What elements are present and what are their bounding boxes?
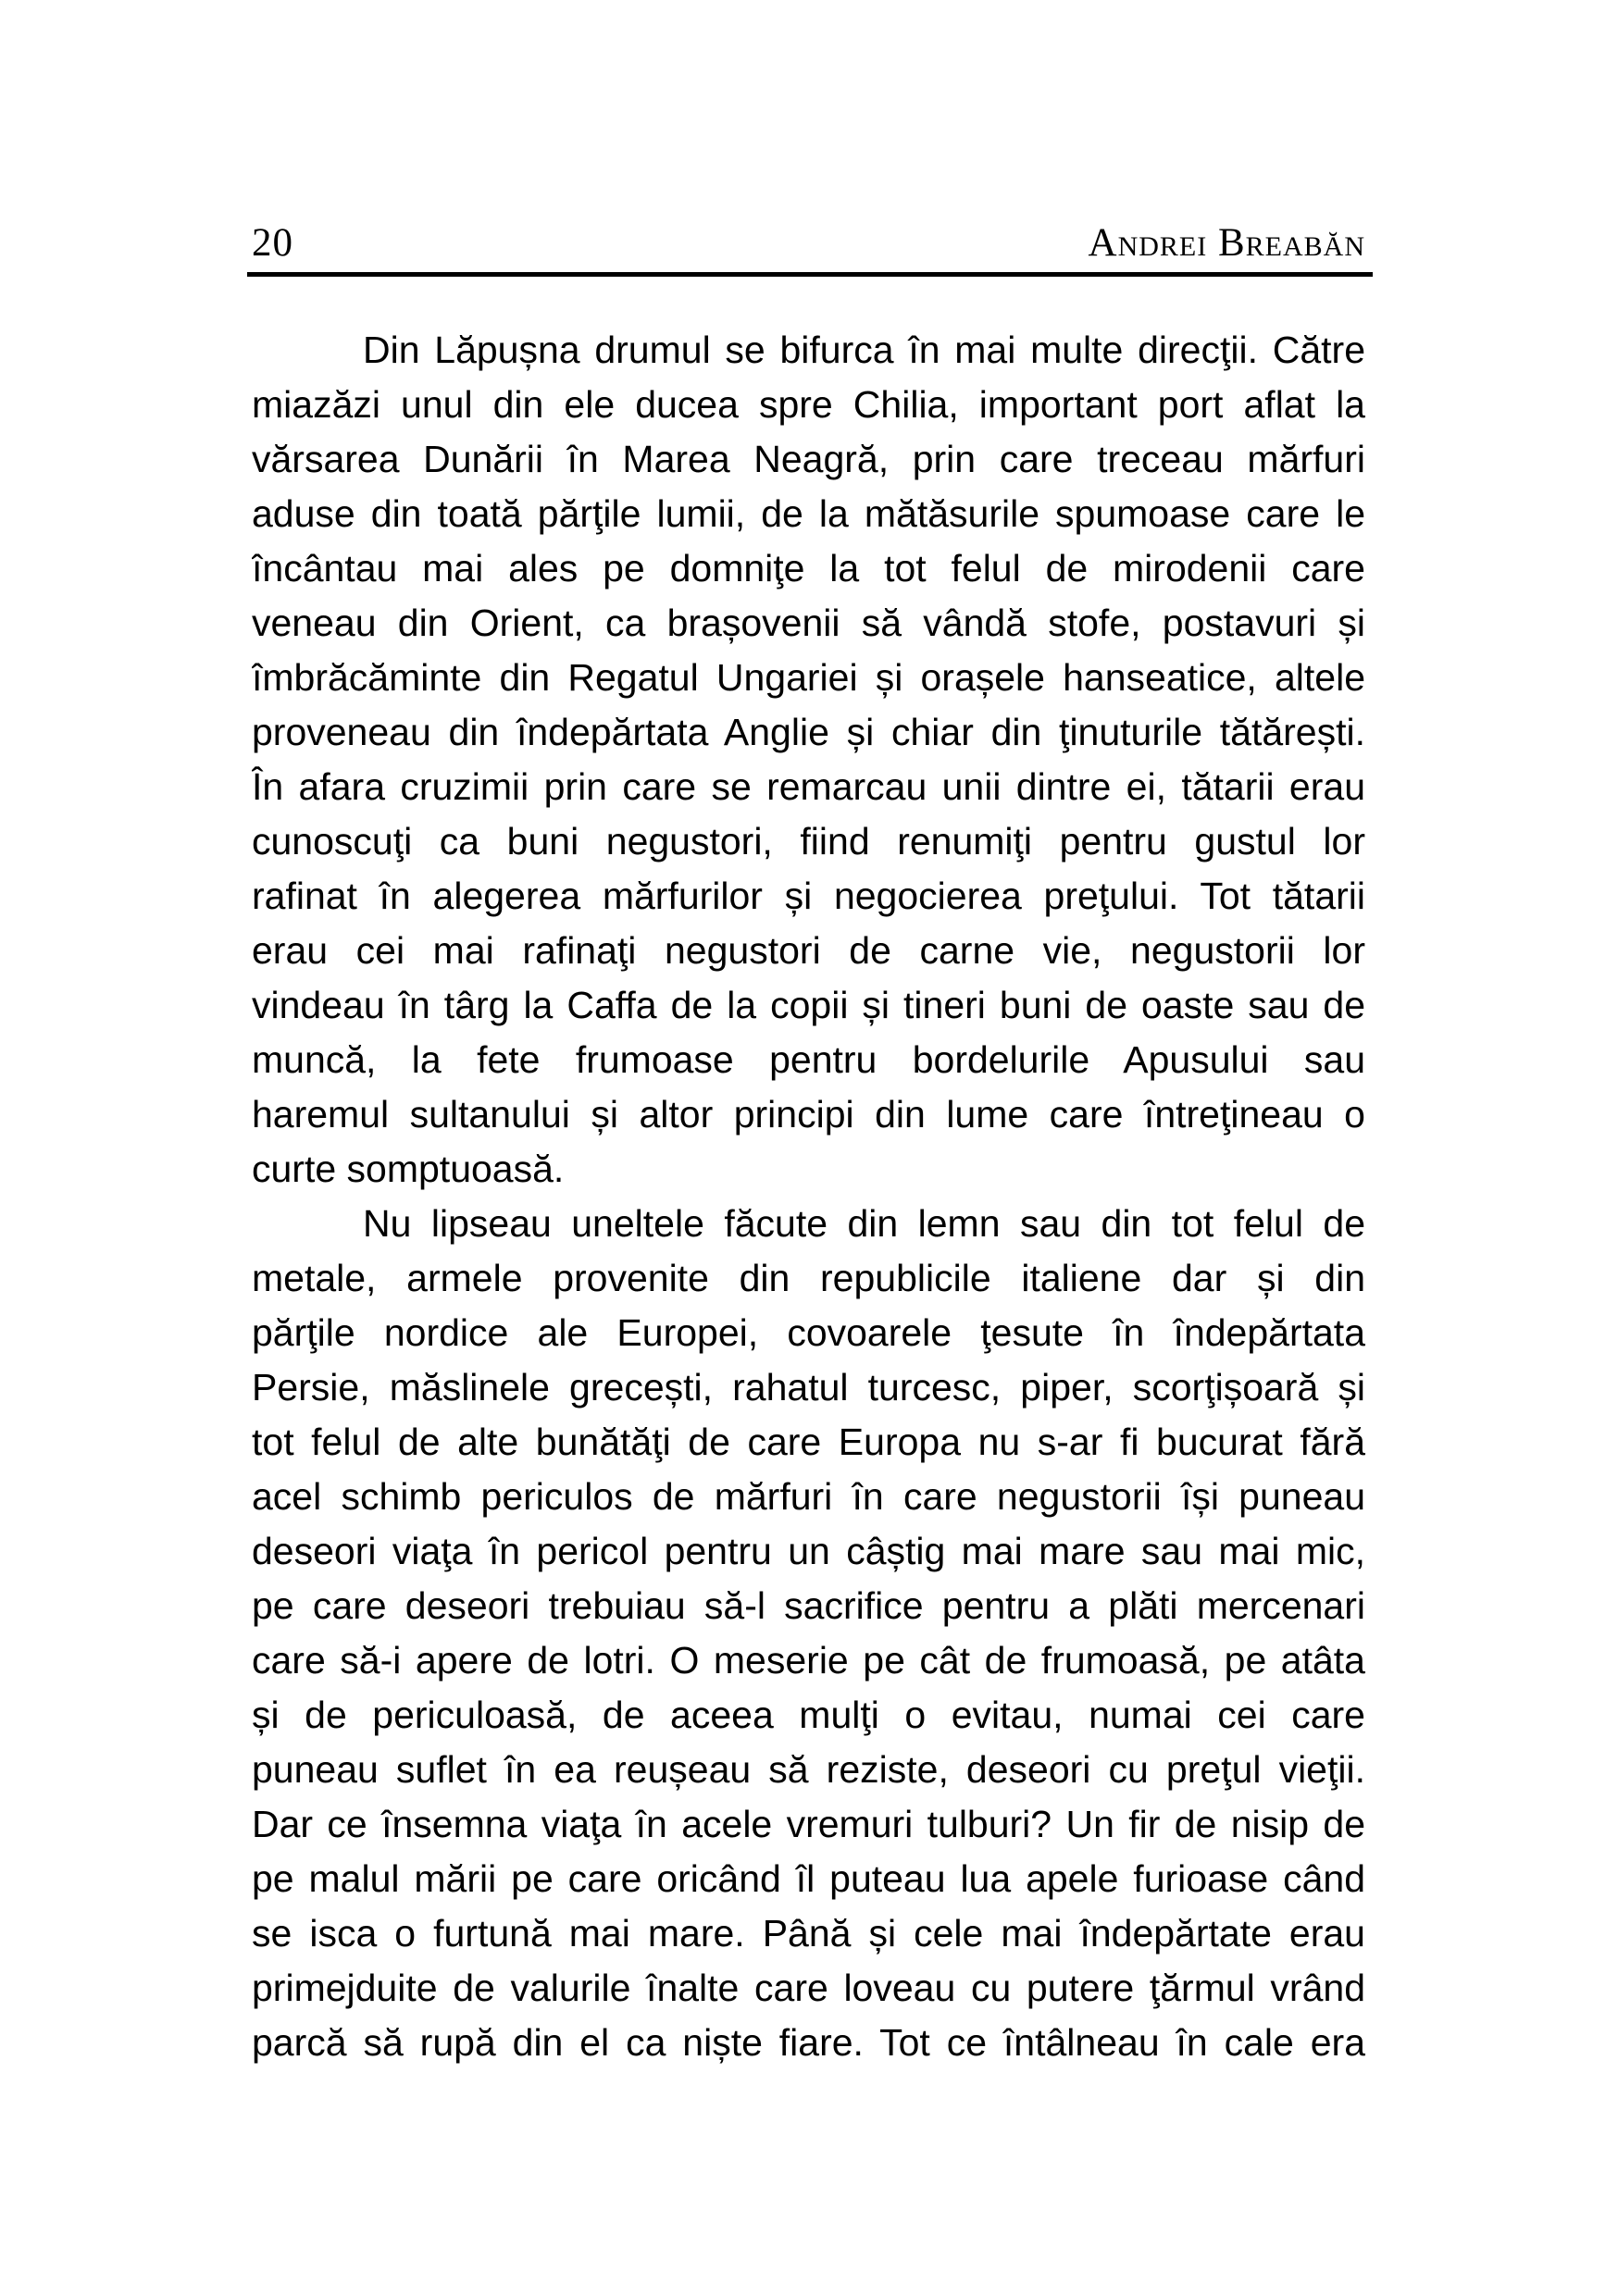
text-line: puneau suflet în ea reușeau să reziste, deseori cu preţul vieţii. [252,1748,1365,1791]
text-line: vărsarea Dunării în Marea Neagră, prin care treceau mărfuri [252,438,1365,480]
text-line: primejduite de valurile înalte care loveau cu putere ţărmul vrând [252,1967,1365,2009]
text-line: miazăzi unul din ele ducea spre Chilia, important port aflat la [252,383,1365,426]
text-line: metale, armele provenite din republicile italiene dar și din [252,1257,1365,1299]
page-header [252,216,1365,271]
text-line: Dar ce însemna viaţa în acele vremuri tulburi? Un fir de nisip de [252,1803,1365,1845]
text-line: proveneau din îndepărtata Anglie și chiar din ţinuturile tătărești. [252,711,1365,753]
text-line: Nu lipseau uneltele făcute din lemn sau din tot felul de [363,1202,1365,1245]
text-line: încântau mai ales pe domniţe la tot felul de mirodenii care [252,547,1365,590]
text-line: și de periculoasă, de aceea mulţi o evitau, numai cei care [252,1694,1365,1736]
text-line: îmbrăcăminte din Regatul Ungariei și orașele hanseatice, altele [252,656,1365,699]
text-line: deseori viaţa în pericol pentru un câștig mai mare sau mai mic, [252,1530,1365,1572]
text-line: Din Lăpușna drumul se bifurca în mai multe direcţii. Către [363,329,1365,371]
text-line: În afara cruzimii prin care se remarcau unii dintre ei, tătarii erau [252,765,1365,808]
text-line: pe care deseori trebuiau să-l sacrifice pentru a plăti mercenari [252,1584,1365,1627]
text-line: vindeau în târg la Caffa de la copii și tineri buni de oaste sau de [252,984,1365,1026]
text-line: părţile nordice ale Europei, covoarele ţesute în îndepărtata [252,1311,1365,1354]
text-line: parcă să rupă din el ca niște fiare. Tot ce întâlneau în cale era [252,2021,1365,2064]
page-body [252,323,1365,2070]
text-line: rafinat în alegerea mărfurilor și negocierea preţului. Tot tătarii [252,875,1365,917]
page-number: 20 [252,221,293,265]
text-line: pe malul mării pe care oricând îl puteau lua apele furioase când [252,1857,1365,1900]
text-line: tot felul de alte bunătăţi de care Europa nu s-ar fi bucurat fără [252,1421,1365,1463]
text-line: muncă, la fete frumoase pentru bordelurile Apusului sau [252,1038,1365,1081]
text-line: veneau din Orient, ca brașovenii să vândă stofe, postavuri și [252,602,1365,644]
paragraph [252,323,1365,1197]
text-line: care să-i apere de lotri. O meserie pe cât de frumoasă, pe atâta [252,1639,1365,1682]
text-line: curte somptuoasă. [252,1148,565,1190]
text-line: haremul sultanului și altor principi din lume care întreţineau o [252,1093,1365,1136]
paragraph [252,1197,1365,2070]
running-head-author: Andrei Breabăn [1088,221,1365,265]
header-rule [247,272,1373,277]
text-line: aduse din toată părţile lumii, de la mătăsurile spumoase care le [252,492,1365,535]
text-line: cunoscuţi ca buni negustori, fiind renumiţi pentru gustul lor [252,820,1365,863]
text-line: acel schimb periculos de mărfuri în care negustorii își puneau [252,1475,1365,1518]
text-line: erau cei mai rafinaţi negustori de carne vie, negustorii lor [252,929,1365,972]
text-line: se isca o furtună mai mare. Până și cele mai îndepărtate erau [252,1912,1365,1955]
page-content [252,0,1365,2296]
text-line: Persie, măslinele grecești, rahatul turcesc, piper, scorţișoară și [252,1366,1365,1409]
